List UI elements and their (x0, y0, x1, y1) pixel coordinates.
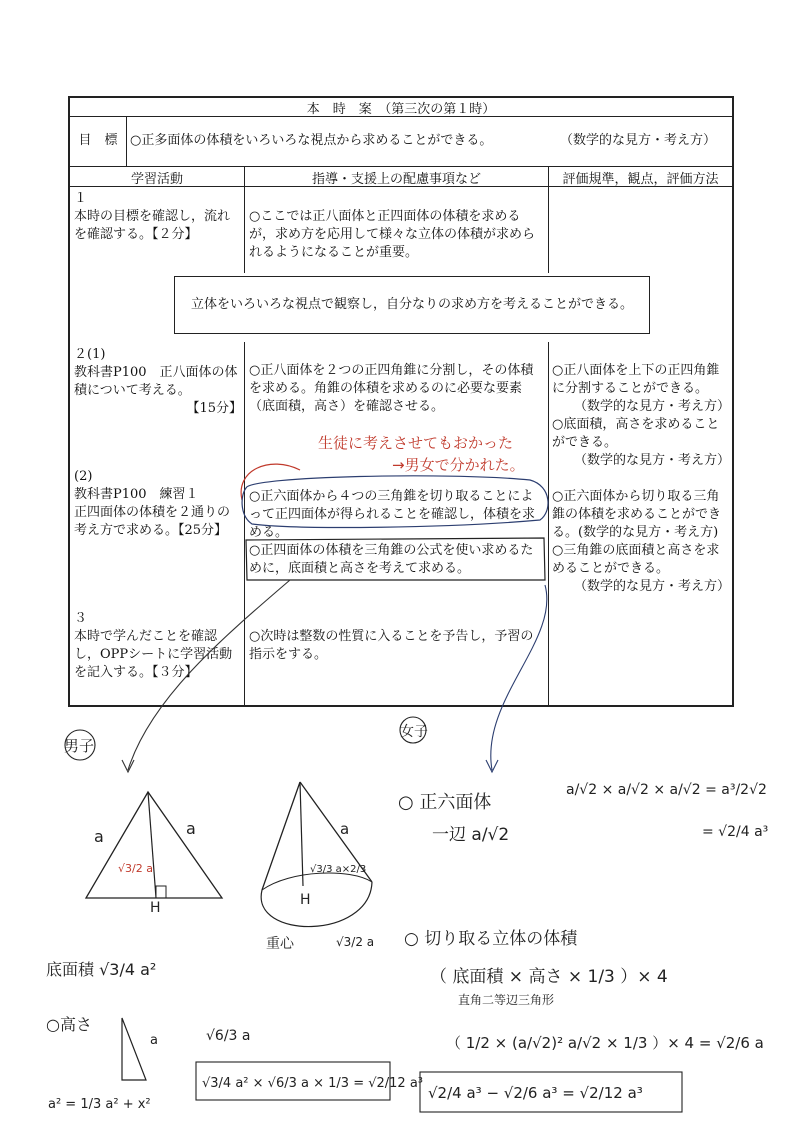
step2-1-evaluation1: ○正八面体を上下の正四角錐に分割することができる。 (552, 363, 720, 396)
step2-2-evaluation1: ○正六面体から切り取る三角錐の体積を求めることができる。(数学的な見方・考え方) (552, 489, 722, 540)
header-guidance: 指導・支援上の配慮事項など (311, 172, 481, 187)
pythagoras-equation: a² = 1/3 a² + x² (48, 1097, 151, 1112)
step1-activity: １ 本時の目標を確認し，流れを確認する。【２分】 (74, 191, 231, 242)
svg-text:a: a (340, 820, 350, 838)
step2-2-guidance2: ○正四面体の体積を三角錐の公式を使い求めるために，底面積と高さを考えて求める。 (249, 543, 534, 576)
cut-formula: （ 底面積 × 高さ × 1/3 ）× 4 (430, 967, 668, 987)
svg-text:√3/2 a: √3/2 a (118, 862, 153, 875)
arrow-to-boys (128, 580, 290, 770)
red-note-line1: 生徒に考えさせてもおかった (318, 434, 514, 452)
hexa-edge: 一辺 a/√2 (432, 825, 510, 845)
height-label: ○高さ (46, 1015, 92, 1034)
girls-label: 女子 (400, 724, 428, 740)
header-evaluation: 評価規準，観点，評価方法 (562, 172, 719, 187)
final-equation: √2/4 a³ − √2/6 a³ = √2/12 a³ (428, 1084, 643, 1102)
focus-box-text: 立体をいろいろな視点で観察し，自分なりの求め方を考えることができる。 (190, 297, 633, 312)
cut-title: ○ 切り取る立体の体積 (404, 929, 578, 949)
red-note-line2: →男女で分かれた。 (392, 456, 525, 474)
hexa-eq2: = √2/4 a³ (702, 824, 769, 840)
svg-text:a: a (150, 1033, 158, 1048)
svg-text:a: a (94, 827, 104, 846)
step2-1-evaluation1-viewpoint: （数学的な見方・考え方） (573, 399, 730, 414)
step2-2-guidance1: ○正六面体から４つの三角錐を切り取ることによって正四面体が得られることを確認し，体積を求める。 (249, 489, 536, 540)
hexa-title: ○ 正六面体 (398, 792, 492, 813)
page-title: 本 時 案 （第三次の第１時） (306, 102, 496, 117)
step2-1-guidance: ○正八面体を２つの正四角錐に分割し，その体積を求める。角錐の体積を求めるのに必要な要素（底面積，高さ）を確認させる。 (249, 363, 534, 414)
step2-1-time: 【15分】 (186, 401, 242, 416)
step2-2-activity: (2) 教科書P100 練習１ 正四面体の体積を２通りの考え方で求める。【25分】 (74, 469, 231, 538)
svg-text:重心: 重心 (266, 936, 294, 952)
svg-text:√3/2 a: √3/2 a (336, 935, 375, 949)
triangle-diagram (86, 792, 222, 916)
svg-text:a: a (186, 819, 196, 838)
step1-guidance: ○ここでは正八面体と正四面体の体積を求めるが，求め方を応用して様々な立体の体積が求められるようになることが重要。 (249, 209, 536, 260)
cut-calc: （ 1/2 × (a/√2)² a/√2 × 1/3 ）× 4 = √2/6 a (446, 1034, 764, 1052)
blue-loop (242, 476, 548, 528)
base-area: 底面積 √3/4 a² (46, 960, 157, 979)
header-activity: 学習活動 (130, 172, 183, 187)
step3-activity: ３ 本時で学んだことを確認し，OPPシートに学習活動を記入する。【３分】 (74, 611, 233, 680)
step2-2-evaluation2: ○三角錐の底面積と高さを求めることができる。 (552, 543, 720, 576)
height-value: √6/3 a (206, 1028, 251, 1044)
volume-left: √3/4 a² × √6/3 a × 1/3 = √2/12 a³ (202, 1076, 423, 1091)
height-triangle (122, 1018, 158, 1080)
arrow-to-girls (491, 585, 547, 770)
step2-2-evaluation2-viewpoint: （数学的な見方・考え方） (573, 579, 730, 594)
svg-text:H: H (150, 900, 161, 916)
guidance2-box (246, 538, 545, 580)
boys-label: 男子 (64, 737, 95, 755)
goal-label: 目 標 (78, 133, 118, 148)
step2-1-activity: ２(1) 教科書P100 正八面体の体積について考える。 (74, 347, 238, 398)
step2-1-evaluation2-viewpoint: （数学的な見方・考え方） (573, 453, 730, 468)
step3-guidance: ○次時は整数の性質に入ることを予告し，予習の指示をする。 (249, 629, 534, 662)
cut-base-note: 直角二等辺三角形 (458, 993, 555, 1007)
goal-text: ○正多面体の体積をいろいろな視点から求めることができる。 (130, 133, 493, 148)
step2-1-evaluation2: ○底面積，高さを求めることができる。 (552, 417, 720, 450)
hexa-eq1: a/√2 × a/√2 × a/√2 = a³/2√2 (566, 782, 767, 798)
cone-diagram (261, 782, 374, 952)
goal-viewpoint: （数学的な見方・考え方） (560, 133, 717, 148)
svg-text:√3/3 a×2/3: √3/3 a×2/3 (310, 864, 367, 875)
svg-text:H: H (300, 892, 311, 908)
